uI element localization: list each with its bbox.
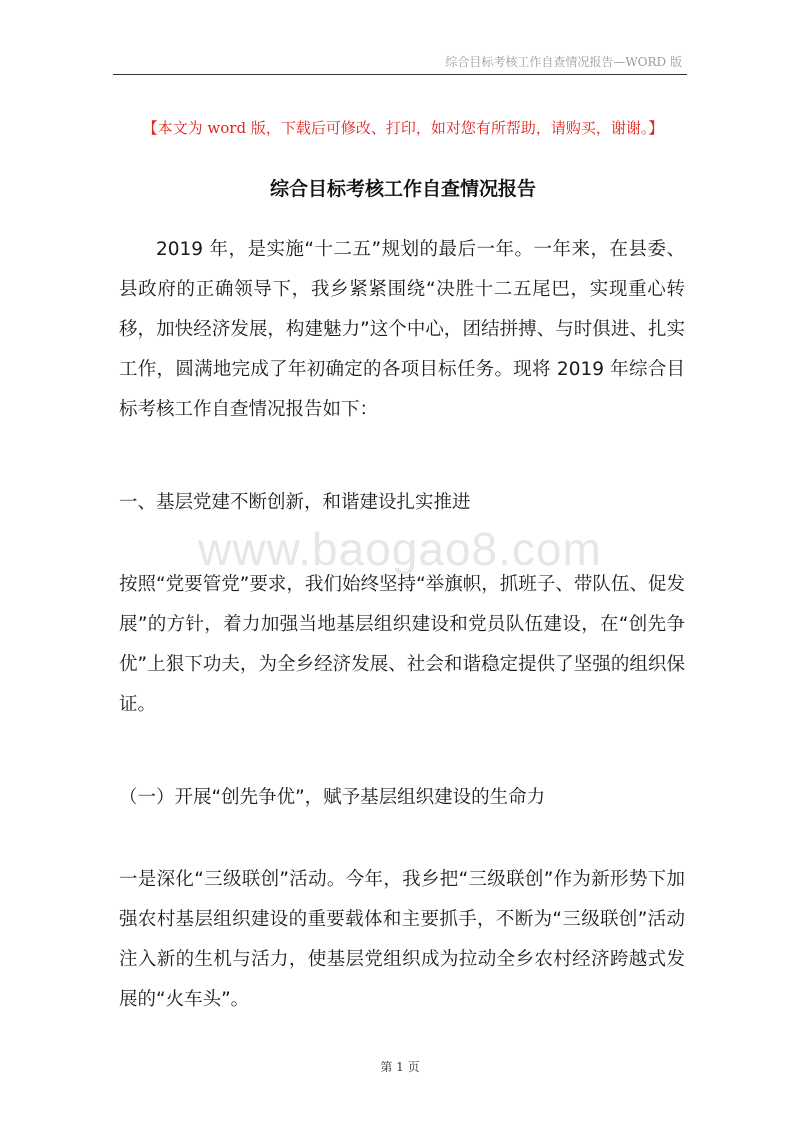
page-number: 第 1 页 (380, 1060, 420, 1074)
page-title: 综合目标考核工作自查情况报告 (269, 178, 536, 200)
intro-paragraph: 2019 年，是实施“十二五”规划的最后一年。一年来，在县委、县政府的正确领导下，我乡紧紧围绕“决胜十二五尾巴，实现重心转移，加快经济发展，构建魅力”这个中心，团结拼搏、与时俱进、扎实工作，圆满地完成了年初确定的各项目标任务。现将 2019 年综合目标考核工作自查情况报告如下： (119, 239, 685, 420)
running-header: 综合目标考核工作自查情况报告—WORD 版 (445, 55, 682, 69)
download-notice: 【本文为 word 版，下载后可修改、打印，如对您有所帮助，请购买，谢谢。】 (142, 119, 664, 137)
subsection-1-paragraph: 一是深化“三级联创”活动。今年，我乡把“三级联创”作为新形势下加强农村基层组织建设的重要载体和主要抓手，不断为“三级联创”活动注入新的生机与活力，使基层党组织成为拉动全乡农村经济跨越式发展的“火车头”。 (119, 869, 685, 1010)
watermark-text: www.baogao8.com (198, 523, 602, 575)
section-heading-1: 一、基层党建不断创新，和谐建设扎实推进 (119, 492, 471, 513)
header-divider (113, 74, 687, 75)
section-1-paragraph: 按照“党要管党”要求，我们始终坚持“举旗帜，抓班子、带队伍、促发展”的方针，着力加强当地基层组织建设和党员队伍建设，在“创先争优”上狠下功夫，为全乡经济发展、社会和谐稳定提供了坚强的组织保证。 (119, 574, 685, 715)
subsection-heading-1: （一）开展“创先争优”，赋予基层组织建设的生命力 (119, 787, 546, 808)
